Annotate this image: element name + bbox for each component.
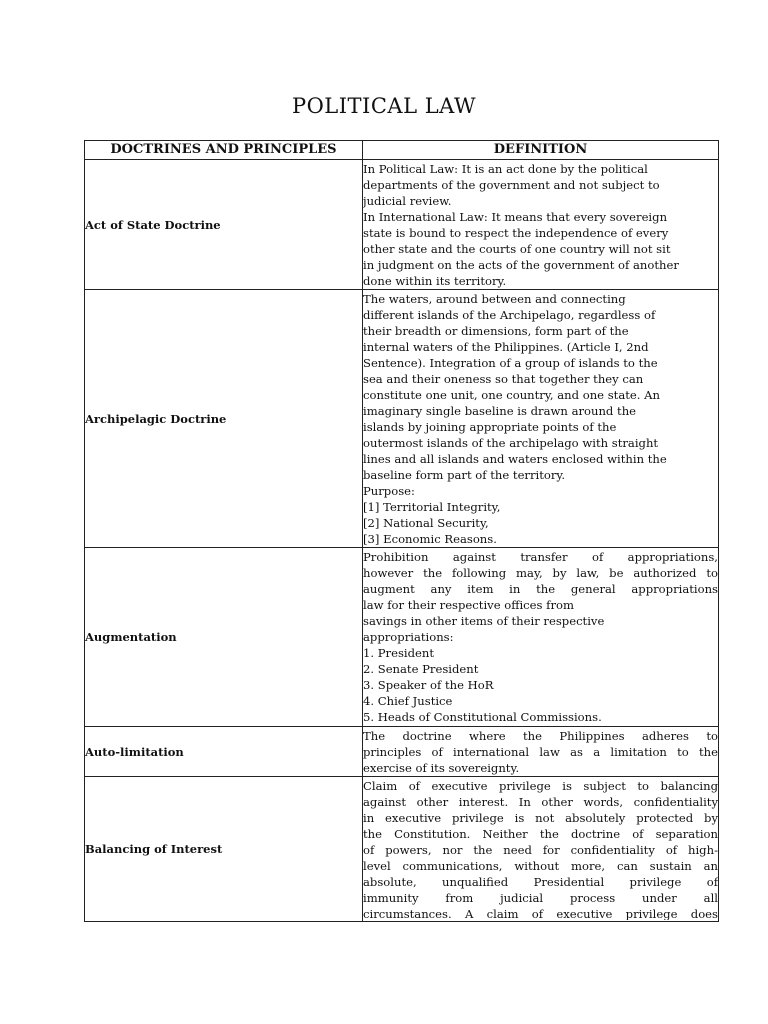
doctrine-definition	[363, 548, 719, 727]
definition-line: the Constitution. Neither the doctrine of separation	[363, 827, 718, 841]
column-header-doctrines: DOCTRINES AND PRINCIPLES	[85, 141, 363, 160]
definition-line: internal waters of the Philippines. (Article I, 2nd	[363, 339, 649, 354]
definition-line: [3] Economic Reasons.	[363, 531, 497, 546]
definition-line: their breadth or dimensions, form part of the	[363, 323, 629, 338]
definition-line: Purpose:	[363, 483, 415, 498]
definition-line: savings in other items of their respective	[363, 614, 605, 628]
definition-line: augment any item in the general appropriations	[363, 582, 718, 596]
definition-line: immunity from judicial process under all	[363, 891, 718, 905]
definition-line: 1. President	[363, 646, 435, 660]
definition-line: islands by joining appropriate points of the	[363, 419, 617, 434]
definition-line: lines and all islands and waters enclosed within the	[363, 451, 667, 466]
definition-line: absolute, unqualified Presidential privilege of	[363, 875, 718, 889]
definition-line: of powers, nor the need for confidentiality of high-	[363, 843, 718, 857]
definition-line: sea and their oneness so that together they can	[363, 371, 644, 386]
definition-line: in executive privilege is not absolutely protected by	[363, 811, 718, 825]
table-row	[85, 777, 719, 922]
definition-line: constitute one unit, one country, and one state. An	[363, 387, 660, 402]
definition-line: Prohibition against transfer of appropriations,	[363, 550, 718, 564]
definition-line: In International Law: It means that every sovereign	[363, 209, 668, 224]
doctrine-term: Archipelagic Doctrine	[85, 290, 363, 548]
definition-line: in judgment on the acts of the government of another	[363, 257, 679, 272]
definition-line: appropriations:	[363, 630, 454, 644]
definition-line: 3. Speaker of the HoR	[363, 678, 494, 692]
table-header-row	[85, 141, 719, 160]
definition-line: Claim of executive privilege is subject to balancing	[363, 779, 718, 793]
definition-line: baseline form part of the territory.	[363, 467, 566, 482]
definition-line: law for their respective offices from	[363, 598, 574, 612]
definition-line: [2] National Security,	[363, 515, 489, 530]
definition-line: judicial review.	[363, 193, 452, 208]
definition-line: Sentence). Integration of a group of islands to the	[363, 355, 658, 370]
doctrine-term: Auto-limitation	[85, 727, 363, 777]
definition-line: 2. Senate President	[363, 662, 479, 676]
doctrine-term: Act of State Doctrine	[85, 160, 363, 290]
definition-line: exercise of its sovereignty.	[363, 760, 520, 775]
column-header-definition: DEFINITION	[363, 141, 719, 160]
doctrine-term: Balancing of Interest	[85, 777, 363, 922]
page-title: POLITICAL LAW	[291, 94, 477, 118]
definition-line: outermost islands of the archipelago with straight	[363, 435, 659, 450]
doctrine-definition	[363, 290, 719, 548]
doctrine-term: Augmentation	[85, 548, 363, 727]
table-row	[85, 290, 719, 548]
doctrine-definition	[363, 160, 719, 290]
definition-line: imaginary single baseline is drawn around the	[363, 403, 637, 418]
definition-line: 5. Heads of Constitutional Commissions.	[363, 710, 602, 724]
definition-line: 4. Chief Justice	[363, 694, 453, 708]
definition-line: level communications, without more, can sustain an	[363, 859, 718, 873]
table-row	[85, 160, 719, 290]
doctrine-definition	[363, 727, 719, 777]
definition-line: however the following may, by law, be authorized to	[363, 566, 718, 580]
definition-line: The waters, around between and connecting	[363, 291, 626, 306]
definition-line: other state and the courts of one country will not sit	[363, 241, 671, 256]
doctrines-table	[84, 140, 719, 922]
table-row	[85, 727, 719, 777]
doctrine-definition	[363, 777, 719, 922]
definition-line: circumstances. A claim of executive privilege does	[363, 907, 718, 920]
definition-line: principles of international law as a limitation to the	[363, 744, 718, 759]
definition-line: [1] Territorial Integrity,	[363, 499, 501, 514]
definition-line: done within its territory.	[363, 273, 507, 288]
definition-line: against other interest. In other words, confidentiality	[363, 795, 718, 809]
definition-line: departments of the government and not subject to	[363, 177, 660, 192]
definition-line: The doctrine where the Philippines adheres to	[363, 728, 718, 743]
definition-line: In Political Law: It is an act done by the political	[363, 161, 648, 176]
definition-line: state is bound to respect the independence of every	[363, 225, 669, 240]
definition-clip	[363, 778, 718, 920]
table-row	[85, 548, 719, 727]
definition-line: different islands of the Archipelago, regardless of	[363, 307, 656, 322]
